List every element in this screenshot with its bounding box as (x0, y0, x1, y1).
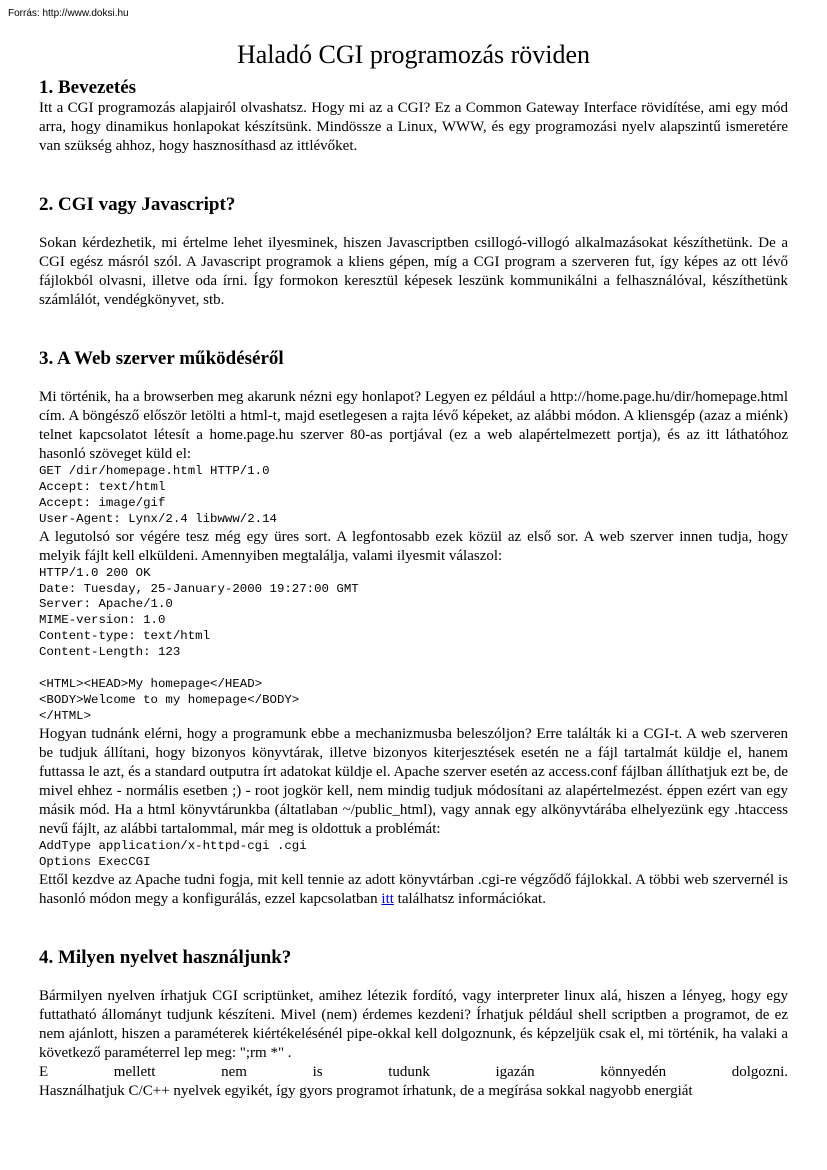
http-response-code: HTTP/1.0 200 OK Date: Tuesday, 25-January-2000 19:27:00 GMT Server: Apache/1.0 MIME-version: 1.0 Content-type: text/html Content-Length: 123 <HTML><HEAD>My homepage</HEAD> <BODY>Welcome to my homepage</BODY> </HTML> (39, 565, 359, 723)
page-title: Haladó CGI programozás röviden (236, 40, 591, 69)
section-4-paragraph-1: Bármilyen nyelven írhatjuk CGI scriptünket, amihez létezik fordító, vagy interpreter linux alá, hiszen a lényeg, hogy egy futtatható állományt tudjunk készíteni. Mivel (nem) érdemes kezdeni? Írhatjuk például shell scriptben a programot, de ez nem ajánlott, hiszen a paraméterek kiértékelésénél pipe-okkal kell dolgoznunk, és képzeljük csak el, mi történik, ha valaki a következő paraméterrel lep meg: ";rm *" . (39, 987, 788, 1061)
section-4-heading: 4. Milyen nyelvet használjunk? (39, 946, 292, 968)
section-4-paragraph-3: Használhatjuk C/C++ nyelvek egyikét, így gyors programot írhatunk, de a megírása sokkal nagyobb energiát (39, 1082, 693, 1099)
htaccess-code: AddType application/x-httpd-cgi .cgi Options ExecCGI (39, 838, 307, 869)
section-2-heading: 2. CGI vagy Javascript? (39, 194, 236, 215)
info-link[interactable]: itt (381, 890, 394, 907)
section-4-paragraph-2: E mellett nem is tudunk igazán könnyedén dolgozni. (39, 1063, 788, 1080)
section-3-paragraph-4 (39, 871, 788, 909)
http-request-code: GET /dir/homepage.html HTTP/1.0 Accept: text/html Accept: image/gif User-Agent: Lynx/2.4 libwww/2.14 (39, 464, 277, 526)
section-3-paragraph-1: Mi történik, ha a browserben meg akarunk nézni egy honlapot? Legyen ez például a http://home.page.hu/dir/homepage.html cím. A böngésző először letölti a html-t, majd esetlegesen a rajta lévő képeket, az alábbi módon. A kliensgép (azaz a miénk) telnet kapcsolatot létesít a home.page.hu szerver 80-as portjával (ez a web alapértelmezett portja), és az itt láthatóhoz hasonló szöveget küld el: (39, 389, 788, 462)
section-3-paragraph-2: A legutolsó sor végére tesz még egy üres sort. A legfontosabb ezek közül az első sor. A web szerver innen tudja, hogy melyik fájlt kell elküldeni. Amennyiben megtalálja, valami ilyesmit válaszol: (39, 528, 788, 564)
paragraph-4-text-before: Ettől kezdve az Apache tudni fogja, mit kell tennie az adott könyvtárban .cgi-re végződő fájlokkal. A többi web szervernél is hasonló módon megy a konfigurálás, ezzel kapcsolatban (39, 871, 788, 907)
section-3-paragraph-3: Hogyan tudnánk elérni, hogy a programunk ebbe a mechanizmusba beleszóljon? Erre találták ki a CGI-t. A web szerveren be tudjuk állítani, hogy bizonyos könyvtárak, illetve bizonyos kiterjesztések esetén ne a fájl tartalmát küldje el, hanem futtassa le azt, és a standard outputra írt adatokat küldje el. Apache szerver esetén az access.conf fájlban állíthatjuk ezt be, de mivel ehhez - normális esetben ;) - root jogkör kell, nem mindig tudjuk módosítani az alapértelmezést. éppen ezért van egy másik mód. Ha a html könyvtárunkba (áltatlaban ~/public_html), vagy annak egy alkönyvtárába elhelyezünk egy .htaccess nevű fájlt, az alábbi tartalommal, már meg is oldottuk a problémát: (39, 725, 788, 837)
paragraph-4-text-after: találhatsz információkat. (393, 890, 546, 907)
section-2-paragraph: Sokan kérdezhetik, mi értelme lehet ilyesminek, hiszen Javascriptben csillogó-villogó alkalmazásokat készíthetünk. De a CGI egész másról szól. A Javascript programok a kliens gépen, míg a CGI program a szerveren fut, így képes az ott lévő fájlokból olvasni, illetve oda írni. Így formokon keresztül képesek leszünk kommunikálni a felhasználóval, készíthetünk számlálót, vendégkönyvet, stb. (39, 235, 788, 308)
section-3-heading: 3. A Web szerver működéséről (39, 348, 284, 369)
document-page (39, 38, 788, 1101)
section-1-paragraph: Itt a CGI programozás alapjairól olvashatsz. Hogy mi az a CGI? Ez a Common Gateway Interface rövidítése, ami egy mód arra, hogy dinamikus honlapokat készítsünk. Mindössze a Linux, WWW, és egy programozási nyelv alapszintű ismeretére van szükség ahhoz, hogy hasznosíthasd az ittlévőket. (39, 100, 788, 154)
source-note: Forrás: http://www.doksi.hu (8, 8, 129, 19)
section-1-heading: 1. Bevezetés (39, 77, 137, 98)
